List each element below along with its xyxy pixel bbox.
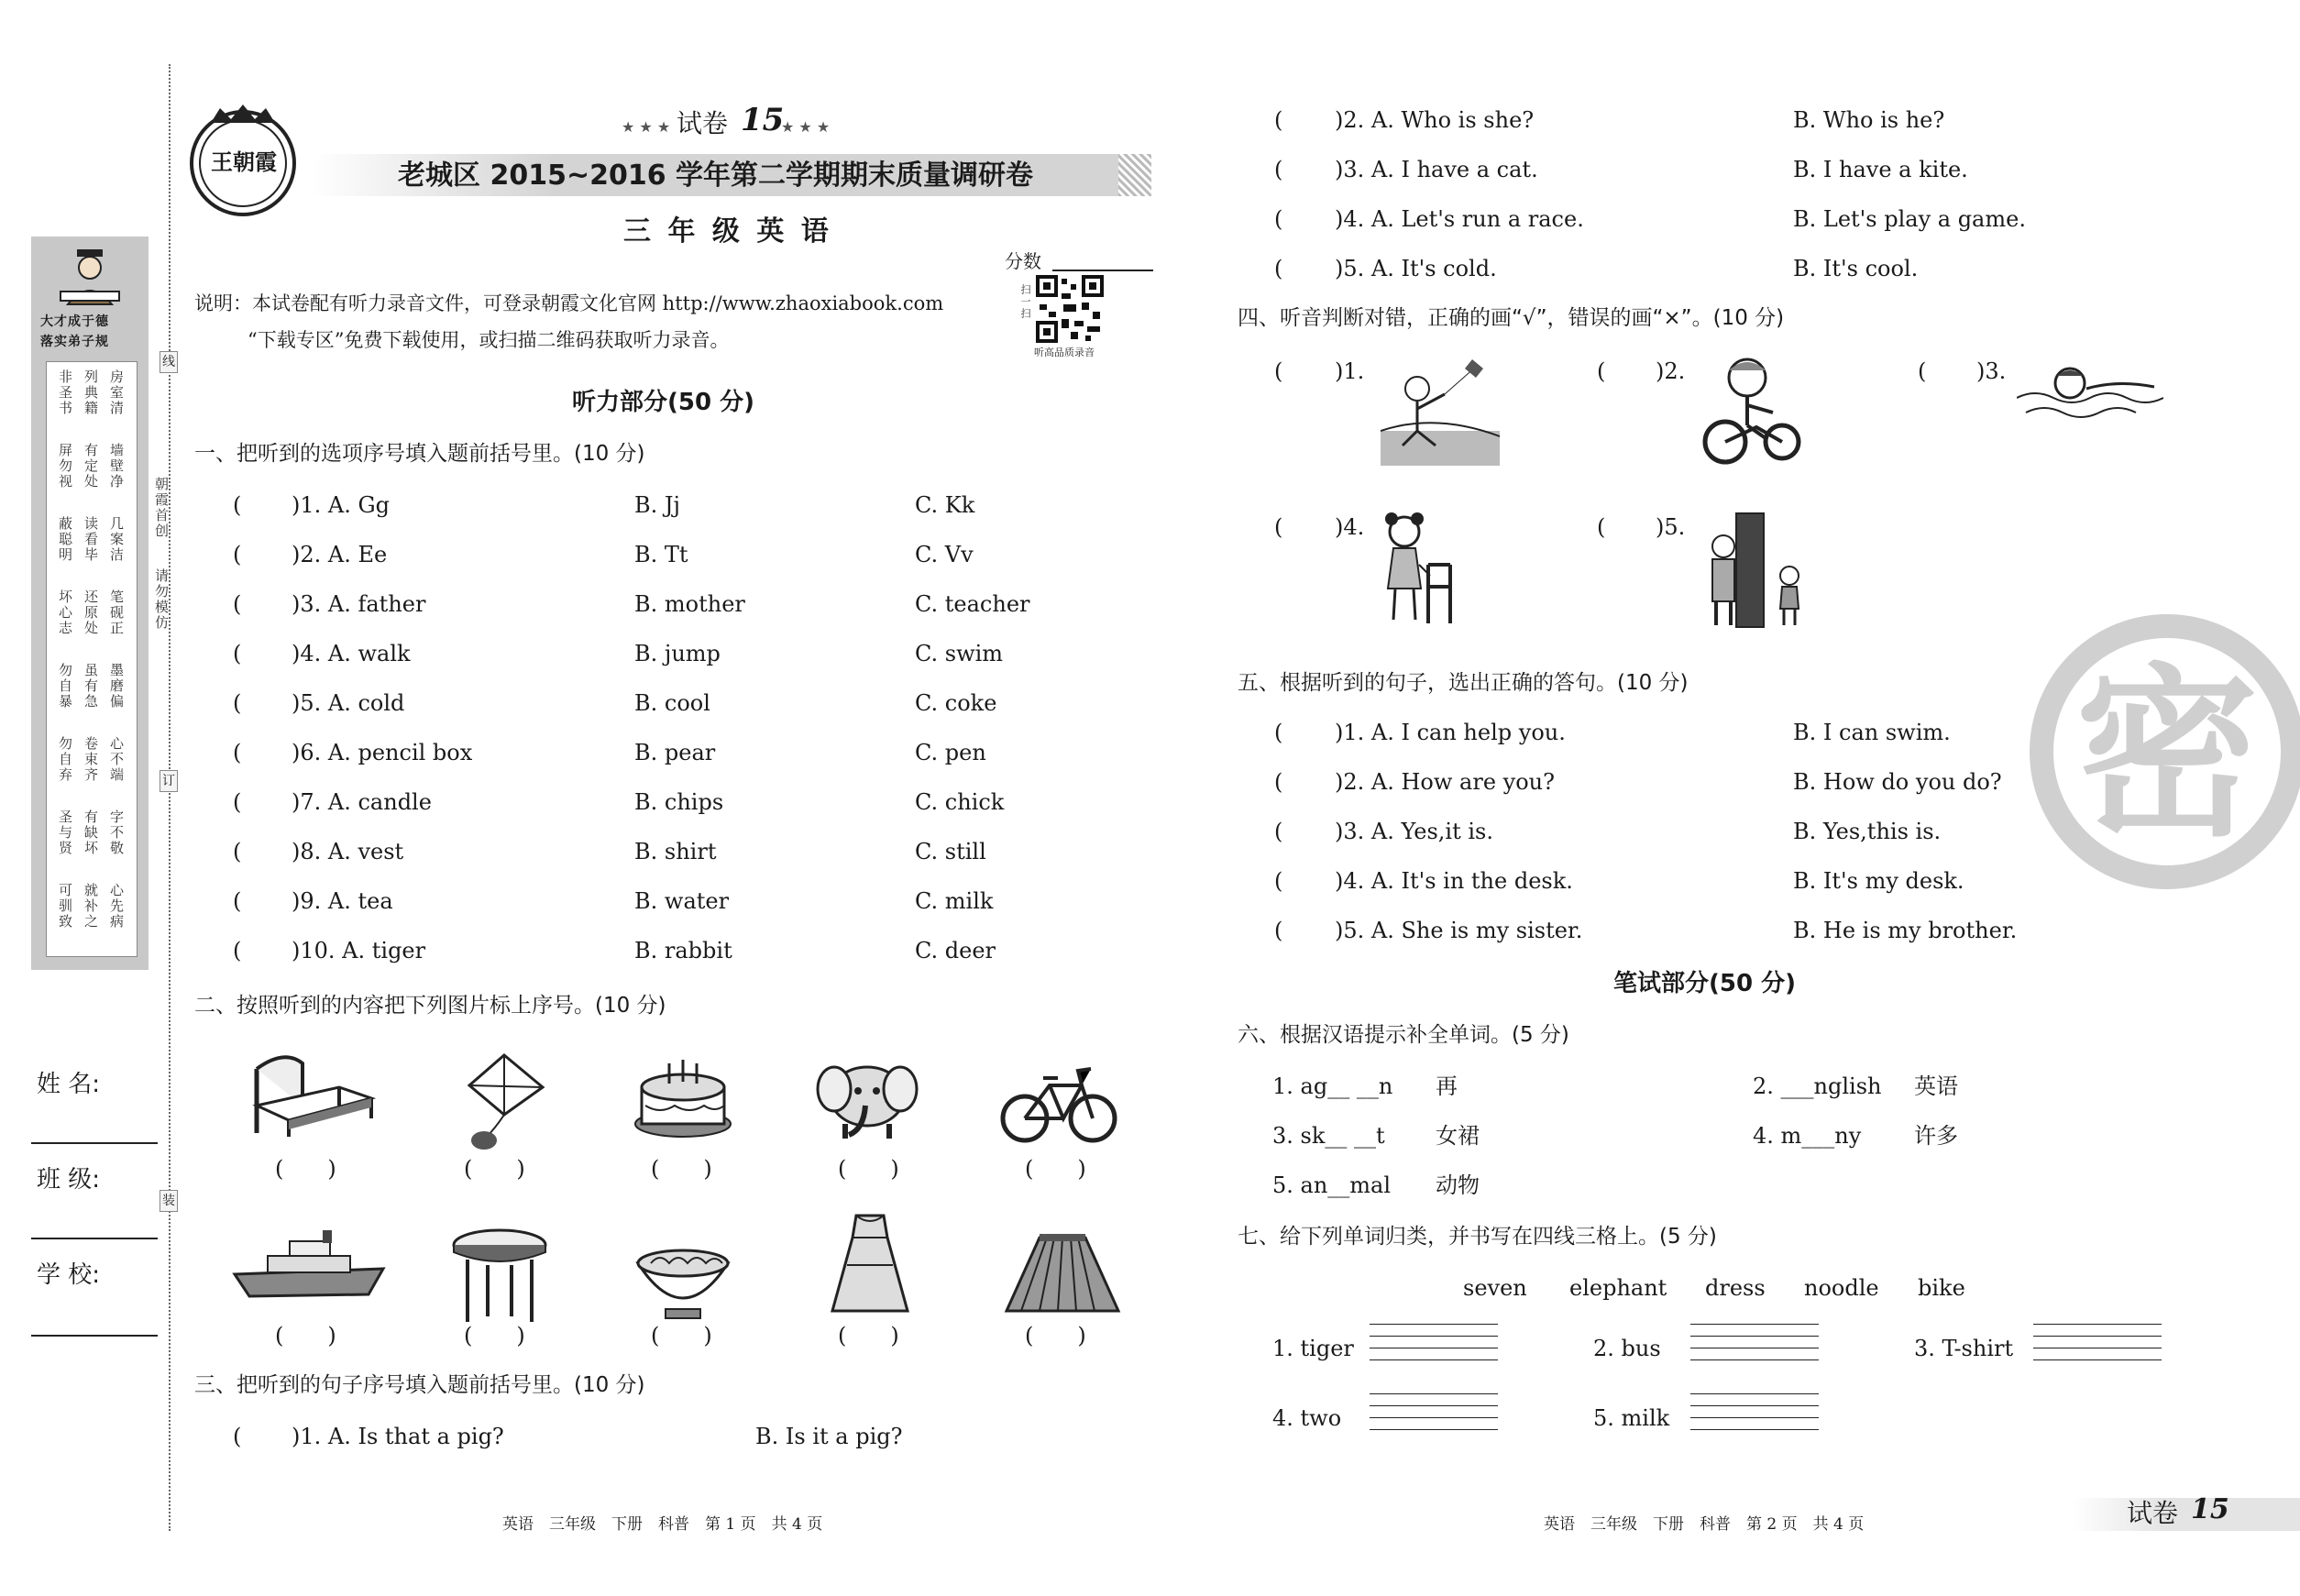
- part6-hint: 英语: [1914, 1073, 1958, 1099]
- answer-bracket[interactable]: (: [233, 888, 242, 914]
- answer-bracket[interactable]: (: [233, 839, 242, 864]
- part1-option-c: C. Vv: [915, 542, 974, 567]
- answer-bracket[interactable]: (: [233, 542, 242, 567]
- part1-question: )8. A. vest: [292, 839, 404, 864]
- verse: 卷束齐: [83, 736, 99, 783]
- part6-hint: 动物: [1436, 1172, 1480, 1198]
- part1-option-c: C. still: [915, 839, 986, 864]
- part1-question: )1. A. Gg: [292, 492, 391, 518]
- ship-icon: [231, 1228, 387, 1302]
- part1-option-b: B. mother: [634, 591, 745, 617]
- writing-lines[interactable]: [1690, 1324, 1819, 1362]
- answer-bracket[interactable]: (: [233, 740, 242, 765]
- part1-option-c: C. milk: [915, 888, 994, 914]
- picture-bracket[interactable]: ( ): [1025, 1323, 1086, 1348]
- motto-1: 大才成于德: [40, 314, 109, 329]
- logo-text: 王朝霞: [211, 149, 277, 175]
- part5-question: )4. A. It's in the desk.: [1335, 868, 1573, 894]
- part2-title: 二、按照听到的内容把下列图片标上序号。(10 分): [194, 994, 666, 1018]
- verse: 列典籍: [83, 369, 99, 416]
- answer-bracket[interactable]: (: [1274, 157, 1283, 182]
- picture-bracket[interactable]: ( ): [1025, 1156, 1086, 1182]
- part3-question: )1. A. Is that a pig?: [292, 1424, 504, 1449]
- part4-item: )1.: [1335, 358, 1365, 384]
- listening-title: 听力部分(50 分): [572, 389, 754, 416]
- category-label: 4. two: [1272, 1405, 1342, 1431]
- verse: 虽有急: [83, 663, 99, 710]
- part1-question: )2. A. Ee: [292, 542, 388, 567]
- part4-item: )4.: [1335, 514, 1365, 540]
- paper-stars-left: ★ ★ ★: [622, 118, 671, 136]
- part3-option-b: B. I have a kite.: [1793, 157, 1968, 182]
- part1-option-c: C. coke: [915, 690, 997, 716]
- part3-question: )4. A. Let's run a race.: [1335, 206, 1584, 232]
- verse: 墨磨偏: [108, 663, 125, 710]
- school-field[interactable]: [31, 1335, 158, 1337]
- part6-hint: 许多: [1914, 1123, 1958, 1149]
- part5-option-b: B. How do you do?: [1793, 769, 2002, 795]
- table-icon: [449, 1225, 550, 1326]
- verse: 几案洁: [108, 516, 125, 563]
- answer-bracket[interactable]: (: [1274, 769, 1283, 795]
- part1-option-b: B. shirt: [634, 839, 717, 864]
- part6-word: 5. an__mal: [1272, 1172, 1392, 1198]
- answer-bracket[interactable]: (: [1274, 720, 1283, 745]
- word-bank-item: bike: [1918, 1275, 1965, 1301]
- binding-mark-1: 线: [160, 351, 178, 373]
- answer-bracket[interactable]: (: [233, 690, 242, 716]
- binding-mark-2: 订: [160, 770, 178, 792]
- verse: 坏心志: [57, 589, 73, 636]
- verse: 非圣书: [57, 369, 73, 416]
- verse: 就补之: [83, 883, 99, 930]
- word-bank-item: noodle: [1804, 1275, 1879, 1301]
- watermark-char: 密: [2075, 648, 2260, 862]
- part6-word: 2. ___nglish: [1753, 1073, 1882, 1099]
- score-label: 分数: [1005, 250, 1041, 272]
- answer-bracket[interactable]: (: [233, 641, 242, 666]
- answer-bracket[interactable]: (: [1597, 358, 1606, 384]
- bike-icon: [999, 1063, 1118, 1146]
- part1-option-c: C. swim: [915, 641, 1004, 666]
- boy-bike-icon: [1701, 354, 1802, 468]
- qr-code-icon[interactable]: [1036, 275, 1104, 343]
- verse: 有定处: [83, 443, 99, 490]
- answer-bracket[interactable]: (: [1274, 819, 1283, 844]
- answer-bracket[interactable]: (: [1918, 358, 1927, 384]
- kite-icon: [458, 1051, 550, 1151]
- part1-option-b: B. cool: [634, 690, 710, 716]
- part1-question: )3. A. father: [292, 591, 426, 617]
- answer-bracket[interactable]: (: [1274, 256, 1283, 281]
- answer-bracket[interactable]: (: [1274, 514, 1283, 540]
- answer-bracket[interactable]: (: [233, 789, 242, 815]
- part5-question: )5. A. She is my sister.: [1335, 918, 1583, 943]
- answer-bracket[interactable]: (: [233, 591, 242, 617]
- girl-chair-icon: [1377, 510, 1456, 629]
- part3-option-b: B. Who is he?: [1793, 107, 1945, 133]
- answer-bracket[interactable]: (: [1274, 918, 1283, 943]
- part7-title: 七、给下列单词归类，并书写在四线三格上。(5 分): [1238, 1225, 1717, 1249]
- binding-line: [169, 64, 171, 1531]
- part3-option-b: B. Let's play a game.: [1793, 206, 2026, 232]
- part5-title: 五、根据听到的句子，选出正确的答句。(10 分): [1238, 671, 1689, 695]
- part6-word: 3. sk__ __t: [1272, 1123, 1385, 1149]
- part5-question: )2. A. How are you?: [1335, 769, 1555, 795]
- part4-item: )5.: [1656, 514, 1686, 540]
- exam-title: 老城区 2015~2016 学年第二学期期末质量调研卷: [398, 160, 1034, 192]
- verse: 屏勿视: [57, 443, 73, 490]
- bed-icon: [248, 1041, 376, 1142]
- part6-hint: 女裙: [1436, 1123, 1480, 1149]
- girl-kite-icon: [1381, 358, 1505, 468]
- word-bank-item: seven: [1463, 1275, 1527, 1301]
- part3-option-b: B. Is it a pig?: [755, 1424, 903, 1449]
- verse: 字不敬: [108, 809, 125, 856]
- writing-lines[interactable]: [1370, 1324, 1498, 1362]
- part3-option-b: B. It's cool.: [1793, 256, 1919, 281]
- part3-question: )5. A. It's cold.: [1335, 256, 1497, 281]
- qr-caption: 听高品质录音: [1034, 347, 1095, 358]
- picture-bracket[interactable]: ( ): [464, 1323, 525, 1348]
- part6-title: 六、根据汉语提示补全单词。(5 分): [1238, 1023, 1569, 1047]
- part4-item: )3.: [1976, 358, 2007, 384]
- verse: 有缺坏: [83, 809, 99, 856]
- category-label: 2. bus: [1593, 1336, 1661, 1361]
- part1-option-b: B. Tt: [634, 542, 688, 567]
- part1-question: )10. A. tiger: [292, 938, 426, 963]
- cake-icon: [633, 1051, 733, 1142]
- part1-option-b: B. water: [634, 888, 730, 914]
- footer-left: 英语 三年级 下册 科普 第 1 页 共 4 页: [502, 1515, 823, 1534]
- answer-bracket[interactable]: (: [233, 492, 242, 518]
- verse: 墙壁净: [108, 443, 125, 490]
- part6-word: 1. ag__ __n: [1272, 1073, 1393, 1099]
- name-field[interactable]: [31, 1142, 158, 1144]
- paper-label: 试卷: [677, 108, 729, 138]
- answer-bracket[interactable]: (: [1274, 358, 1283, 384]
- part5-question: )1. A. I can help you.: [1335, 720, 1566, 745]
- part3-title: 三、把听到的句子序号填入题前括号里。(10 分): [194, 1373, 645, 1397]
- answer-bracket[interactable]: (: [1274, 868, 1283, 894]
- verse: 蔽聪明: [57, 516, 73, 563]
- footer-tag-bar: [2072, 1493, 2300, 1531]
- word-bank-item: elephant: [1569, 1275, 1667, 1301]
- part5-option-b: B. It's my desk.: [1793, 868, 1964, 894]
- footer-tag-number: 15: [2191, 1493, 2229, 1525]
- part1-question: )7. A. candle: [292, 789, 432, 815]
- vertical-note-2: 请勿模仿: [153, 568, 170, 631]
- picture-bracket[interactable]: ( ): [275, 1156, 336, 1182]
- verse: 勿自弃: [57, 736, 73, 783]
- verse: 圣与贤: [57, 809, 73, 856]
- subject-title: 三 年 级 英 语: [623, 215, 832, 248]
- picture-bracket[interactable]: ( ): [464, 1156, 525, 1182]
- part4-title: 四、听音判断对错，正确的画“√”，错误的画“×”。(10 分): [1238, 306, 1785, 330]
- elephant-icon: [812, 1051, 922, 1142]
- category-label: 3. T-shirt: [1914, 1336, 2014, 1361]
- part1-option-b: B. chips: [634, 789, 724, 815]
- score-field[interactable]: [1052, 270, 1153, 271]
- footer-tag-label: 试卷: [2127, 1498, 2179, 1528]
- part5-option-b: B. He is my brother.: [1793, 918, 2018, 943]
- footer-right: 英语 三年级 下册 科普 第 2 页 共 4 页: [1544, 1515, 1865, 1534]
- part1-question: )6. A. pencil box: [292, 740, 473, 765]
- part1-option-c: C. pen: [915, 740, 986, 765]
- swimmer-icon: [2017, 361, 2163, 425]
- watermark-seal: [2030, 614, 2300, 889]
- writing-lines[interactable]: [2033, 1324, 2162, 1362]
- qr-side-text: 扫一扫: [1019, 284, 1031, 320]
- note-line-2: “下载专区”免费下载使用，或扫描二维码获取听力录音。: [248, 329, 730, 351]
- paper-stars-right: ★ ★ ★: [781, 118, 831, 136]
- note-line-1: 说明：本试卷配有听力录音文件，可登录朝霞文化官网 http://www.zhaoxiabook.com: [194, 292, 944, 314]
- part4-item: )2.: [1656, 358, 1686, 384]
- skirt-icon: [1003, 1234, 1122, 1316]
- writing-lines[interactable]: [1690, 1393, 1819, 1432]
- part1-option-c: C. teacher: [915, 591, 1030, 617]
- part1-option-b: B. Jj: [634, 492, 680, 518]
- picture-bracket[interactable]: ( ): [651, 1156, 712, 1182]
- verse: 心先病: [108, 883, 125, 930]
- answer-bracket[interactable]: (: [1274, 107, 1283, 133]
- logo: [183, 103, 303, 218]
- verse-box: [46, 361, 138, 957]
- part1-question: )5. A. cold: [292, 690, 405, 716]
- category-label: 1. tiger: [1272, 1336, 1354, 1361]
- part3-question: )3. A. I have a cat.: [1335, 157, 1538, 182]
- scholar-icon: [55, 246, 125, 310]
- verse: 房室清: [108, 369, 125, 416]
- dress-icon: [829, 1210, 911, 1320]
- part1-option-c: C. deer: [915, 938, 996, 963]
- verse: 心不端: [108, 736, 125, 783]
- answer-bracket[interactable]: (: [233, 1424, 242, 1449]
- writing-lines[interactable]: [1370, 1393, 1498, 1432]
- verse: 读看毕: [83, 516, 99, 563]
- noodles-icon: [633, 1232, 733, 1324]
- class-field[interactable]: [31, 1238, 158, 1239]
- binding-mark-3: 装: [160, 1190, 178, 1212]
- part1-question: )9. A. tea: [292, 888, 393, 914]
- part1-title: 一、把听到的选项序号填入题前括号里。(10 分): [194, 442, 645, 466]
- answer-bracket[interactable]: (: [233, 938, 242, 963]
- title-bar-dots: [1118, 154, 1151, 196]
- vertical-note-1: 朝霞首创: [153, 477, 170, 539]
- part6-word: 4. m___ny: [1753, 1123, 1862, 1149]
- writing-title: 笔试部分(50 分): [1613, 970, 1796, 997]
- part1-option-b: B. jump: [634, 641, 721, 666]
- motto-2: 落实弟子规: [40, 335, 109, 349]
- part1-question: )4. A. walk: [292, 641, 411, 666]
- paper-number: 15: [741, 102, 785, 138]
- class-label: 班 级:: [37, 1166, 101, 1194]
- part5-option-b: B. I can swim.: [1793, 720, 1951, 745]
- part5-option-b: B. Yes,this is.: [1793, 819, 1942, 844]
- school-label: 学 校:: [37, 1261, 101, 1289]
- part1-option-b: B. pear: [634, 740, 716, 765]
- man-door-icon: [1701, 510, 1811, 629]
- category-label: 5. milk: [1593, 1405, 1670, 1431]
- answer-bracket[interactable]: (: [1274, 206, 1283, 232]
- verse: 还原处: [83, 589, 99, 636]
- picture-bracket[interactable]: ( ): [275, 1323, 336, 1348]
- word-bank-item: dress: [1705, 1275, 1766, 1301]
- answer-bracket[interactable]: (: [1597, 514, 1606, 540]
- part1-option-c: C. Kk: [915, 492, 975, 518]
- verse: 勿自暴: [57, 663, 73, 710]
- verse: 笔砚正: [108, 589, 125, 636]
- picture-bracket[interactable]: ( ): [651, 1323, 712, 1348]
- part6-hint: 再: [1436, 1073, 1458, 1099]
- part1-option-b: B. rabbit: [634, 938, 732, 963]
- name-label: 姓 名:: [37, 1071, 101, 1098]
- verse: 可驯致: [57, 883, 73, 930]
- sidebar-panel: [31, 237, 149, 970]
- part3-question: )2. A. Who is she?: [1335, 107, 1535, 133]
- picture-bracket[interactable]: ( ): [838, 1323, 899, 1348]
- picture-bracket[interactable]: ( ): [838, 1156, 899, 1182]
- part1-option-c: C. chick: [915, 789, 1005, 815]
- part5-question: )3. A. Yes,it is.: [1335, 819, 1493, 844]
